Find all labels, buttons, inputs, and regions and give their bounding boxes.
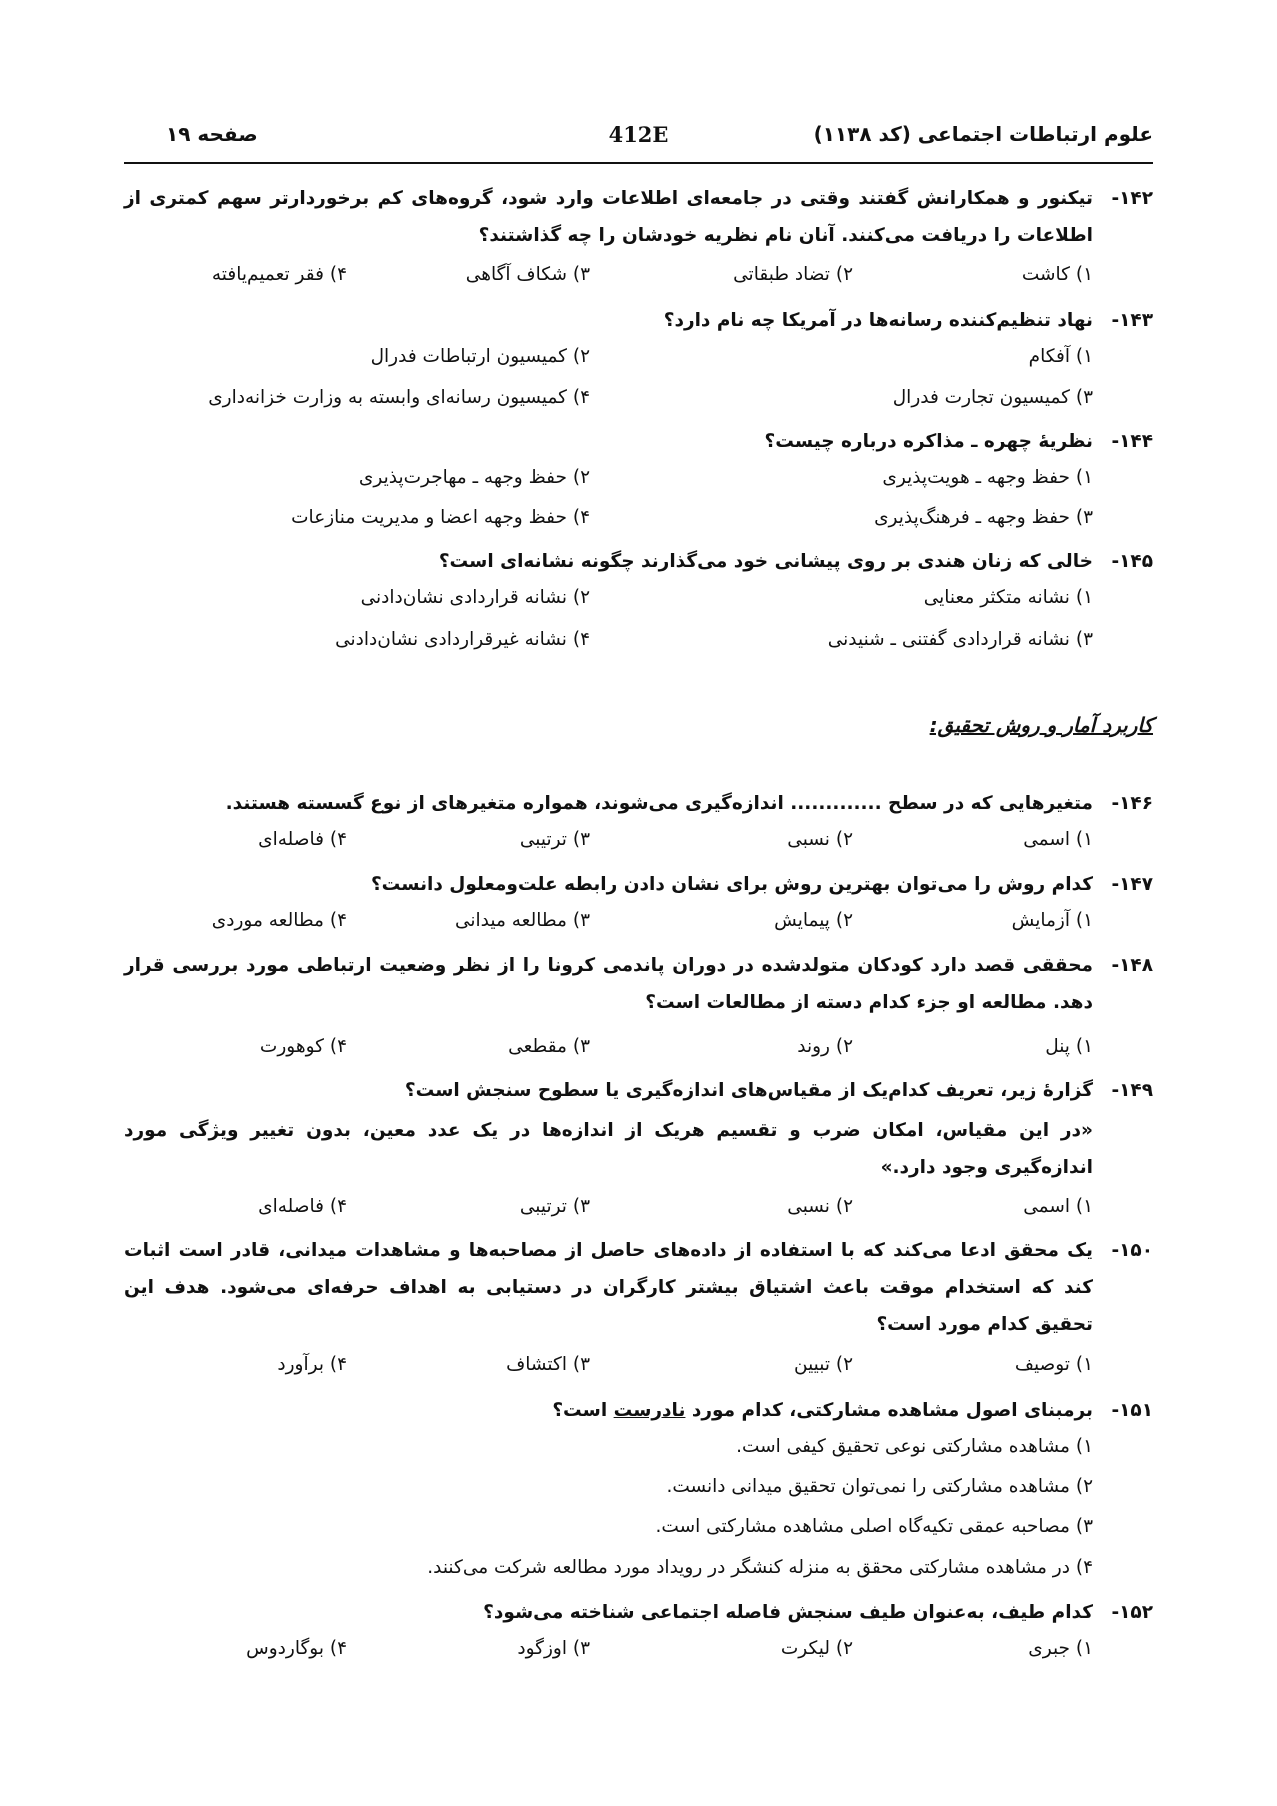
question-number: ۱۴۴- bbox=[1111, 431, 1153, 452]
question-143-options-row1 bbox=[124, 342, 1093, 378]
question-number: ۱۴۶- bbox=[1111, 793, 1153, 814]
section-heading: کاربرد آمار و روش تحقیق: bbox=[929, 713, 1153, 737]
question-142 bbox=[124, 180, 1153, 254]
option-2: ۲) مشاهده مشارکتی را نمی‌توان تحقیق میدانی دانست. bbox=[666, 1476, 1093, 1497]
option-1: ۱) نشانه متکثر معنایی bbox=[923, 587, 1093, 608]
header-divider bbox=[124, 162, 1153, 164]
question-number: ۱۴۸- bbox=[1111, 955, 1153, 976]
option-3: ۳) اوزگود bbox=[517, 1638, 590, 1659]
option-1: ۱) آزمایش bbox=[1011, 910, 1093, 931]
question-number: ۱۵۱- bbox=[1111, 1400, 1153, 1421]
option-2: ۲) نشانه قراردادی نشان‌دادنی bbox=[360, 587, 590, 608]
option-4: ۴) در مشاهده مشارکتی محقق به منزله کنشگر در رویداد مورد مطالعه شرکت می‌کنند. bbox=[427, 1557, 1093, 1578]
question-number: ۱۴۷- bbox=[1111, 874, 1153, 895]
option-2: ۲) نسبی bbox=[787, 1196, 853, 1217]
question-151-option-2 bbox=[124, 1472, 1093, 1508]
option-2: ۲) تضاد طبقاتی bbox=[733, 264, 853, 285]
question-text-part: است؟ bbox=[552, 1400, 614, 1421]
question-text: تیکنور و همکارانش گفتند وقتی در جامعه‌ای اطلاعات وارد شود، گروه‌های کم برخوردارتر سهم کمتری از اطلاعات را دریافت می‌کنند. آنان نام نظریه خودشان را چه گذاشتند؟ bbox=[124, 188, 1093, 246]
question-number: ۱۵۲- bbox=[1111, 1602, 1153, 1623]
question-text: یک محقق ادعا می‌کند که با استفاده از داده‌های حاصل از مصاحبه‌ها و مشاهدات میدانی، قادر است اثبات کند که استخدام موقت باعث اشتیاق بیشتر کارگران در دستیابی به اهداف حرفه‌ای می‌شود. هدف این تحقیق کدام مورد است؟ bbox=[124, 1240, 1093, 1335]
option-4: ۴) بوگاردوس bbox=[246, 1638, 347, 1659]
option-4: ۴) فاصله‌ای bbox=[258, 829, 347, 850]
option-2: ۲) روند bbox=[797, 1036, 853, 1057]
question-145 bbox=[124, 543, 1153, 580]
option-3: ۳) حفظ وجهه ـ فرهنگ‌پذیری bbox=[874, 507, 1093, 528]
question-151-option-3 bbox=[124, 1512, 1093, 1548]
option-2: ۲) لیکرت bbox=[780, 1638, 853, 1659]
option-3: ۳) مطالعه میدانی bbox=[454, 910, 590, 931]
header-booklet-code: 412E bbox=[608, 122, 669, 147]
question-number: ۱۴۵- bbox=[1111, 551, 1153, 572]
question-text: خالی که زنان هندی بر روی پیشانی خود می‌گذارند چگونه نشانه‌ای است؟ bbox=[438, 551, 1093, 572]
option-4: ۴) حفظ وجهه اعضا و مدیریت منازعات bbox=[291, 507, 590, 528]
question-151 bbox=[124, 1392, 1153, 1429]
question-text: گزارهٔ زیر، تعریف کدام‌یک از مقیاس‌های اندازه‌گیری یا سطوح سنجش است؟ bbox=[404, 1080, 1093, 1101]
option-3: ۳) اکتشاف bbox=[506, 1354, 590, 1375]
option-3: ۳) مقطعی bbox=[508, 1036, 590, 1057]
option-4: ۴) نشانه غیرقراردادی نشان‌دادنی bbox=[335, 629, 590, 650]
option-4: ۴) کوهورت bbox=[259, 1036, 347, 1057]
option-2: ۲) تبیین bbox=[793, 1354, 853, 1375]
question-144-options-row1 bbox=[124, 463, 1093, 499]
header-course-title: علوم ارتباطات اجتماعی (کد ۱۱۳۸) bbox=[813, 122, 1153, 146]
question-144-options-row2 bbox=[124, 503, 1093, 539]
option-4: ۴) برآورد bbox=[277, 1354, 347, 1375]
option-3: ۳) کمیسیون تجارت فدرال bbox=[892, 387, 1093, 408]
option-2: ۲) نسبی bbox=[787, 829, 853, 850]
question-text-part: برمبنای اصول مشاهده مشارکتی، کدام مورد bbox=[685, 1400, 1093, 1421]
option-3: ۳) ترتیبی bbox=[519, 829, 590, 850]
question-149 bbox=[124, 1072, 1153, 1109]
question-152 bbox=[124, 1594, 1153, 1631]
option-3: ۳) ترتیبی bbox=[519, 1196, 590, 1217]
question-145-options-row1 bbox=[124, 583, 1093, 619]
question-142-options bbox=[124, 260, 1093, 296]
option-3: ۳) نشانه قراردادی گفتنی ـ شنیدنی bbox=[827, 629, 1093, 650]
question-text bbox=[124, 1392, 1093, 1429]
question-147 bbox=[124, 866, 1153, 903]
header-page-number: صفحه ۱۹ bbox=[166, 122, 258, 146]
option-2: ۲) حفظ وجهه ـ مهاجرت‌پذیری bbox=[358, 467, 590, 488]
question-148 bbox=[124, 947, 1153, 1021]
question-151-option-4 bbox=[124, 1553, 1093, 1589]
quoted-statement: «در این مقیاس، امکان ضرب و تقسیم هریک از اندازه‌ها در یک عدد معین، بدون تغییر ویژگی مورد اندازه‌گیری وجود دارد.» bbox=[124, 1120, 1093, 1178]
question-149-quote bbox=[124, 1112, 1153, 1186]
question-147-options bbox=[124, 906, 1093, 942]
question-149-options bbox=[124, 1192, 1093, 1228]
emphasis-underlined: نادرست bbox=[613, 1400, 686, 1421]
question-150 bbox=[124, 1232, 1153, 1343]
question-text: نهاد تنظیم‌کننده رسانه‌ها در آمریکا چه نام دارد؟ bbox=[663, 310, 1093, 331]
option-1: ۱) اسمی bbox=[1023, 829, 1093, 850]
question-152-options bbox=[124, 1634, 1093, 1670]
option-1: ۱) کاشت bbox=[1021, 264, 1093, 285]
option-4: ۴) مطالعه موردی bbox=[211, 910, 347, 931]
question-text: محققی قصد دارد کودکان متولدشده در دوران پاندمی کرونا را از نظر وضعیت ارتباطی مورد بررسی قرار دهد. مطالعه او جزء کدام دسته از مطالعات است؟ bbox=[124, 955, 1093, 1013]
option-1: ۱) آفکام bbox=[1028, 346, 1093, 367]
option-1: ۱) مشاهده مشارکتی نوعی تحقیق کیفی است. bbox=[736, 1436, 1093, 1457]
option-1: ۱) حفظ وجهه ـ هویت‌پذیری bbox=[882, 467, 1093, 488]
question-146 bbox=[124, 785, 1153, 822]
question-144 bbox=[124, 423, 1153, 460]
option-2: ۲) پیمایش bbox=[774, 910, 853, 931]
question-text: متغیرهایی که در سطح ............. اندازه‌گیری می‌شوند، همواره متغیرهای از نوع گسسته هستند. bbox=[225, 793, 1093, 814]
option-1: ۱) اسمی bbox=[1023, 1196, 1093, 1217]
question-number: ۱۴۹- bbox=[1111, 1080, 1153, 1101]
question-148-options bbox=[124, 1032, 1093, 1068]
option-2: ۲) کمیسیون ارتباطات فدرال bbox=[370, 346, 590, 367]
question-143-options-row2 bbox=[124, 383, 1093, 419]
question-151-option-1 bbox=[124, 1432, 1093, 1468]
option-1: ۱) توصیف bbox=[1014, 1354, 1093, 1375]
option-4: ۴) فاصله‌ای bbox=[258, 1196, 347, 1217]
option-1: ۱) جبری bbox=[1028, 1638, 1093, 1659]
question-146-options bbox=[124, 825, 1093, 861]
question-145-options-row2 bbox=[124, 625, 1093, 661]
question-text: کدام روش را می‌توان بهترین روش برای نشان دادن رابطه علت‌ومعلول دانست؟ bbox=[370, 874, 1093, 895]
question-143 bbox=[124, 302, 1153, 339]
option-3: ۳) شکاف آگاهی bbox=[465, 264, 590, 285]
question-number: ۱۵۰- bbox=[1111, 1240, 1153, 1261]
option-1: ۱) پنل bbox=[1045, 1036, 1093, 1057]
question-number: ۱۴۳- bbox=[1111, 310, 1153, 331]
question-150-options bbox=[124, 1350, 1093, 1386]
option-4: ۴) فقر تعمیم‌یافته bbox=[211, 264, 347, 285]
question-number: ۱۴۲- bbox=[1111, 188, 1153, 209]
option-3: ۳) مصاحبه عمقی تکیه‌گاه اصلی مشاهده مشارکتی است. bbox=[655, 1516, 1093, 1537]
option-4: ۴) کمیسیون رسانه‌ای وابسته به وزارت خزانه‌داری bbox=[208, 387, 590, 408]
question-text: کدام طیف، به‌عنوان طیف سنجش فاصله اجتماعی شناخته می‌شود؟ bbox=[483, 1602, 1093, 1623]
question-text: نظریهٔ چهره ـ مذاکره درباره چیست؟ bbox=[764, 431, 1093, 452]
